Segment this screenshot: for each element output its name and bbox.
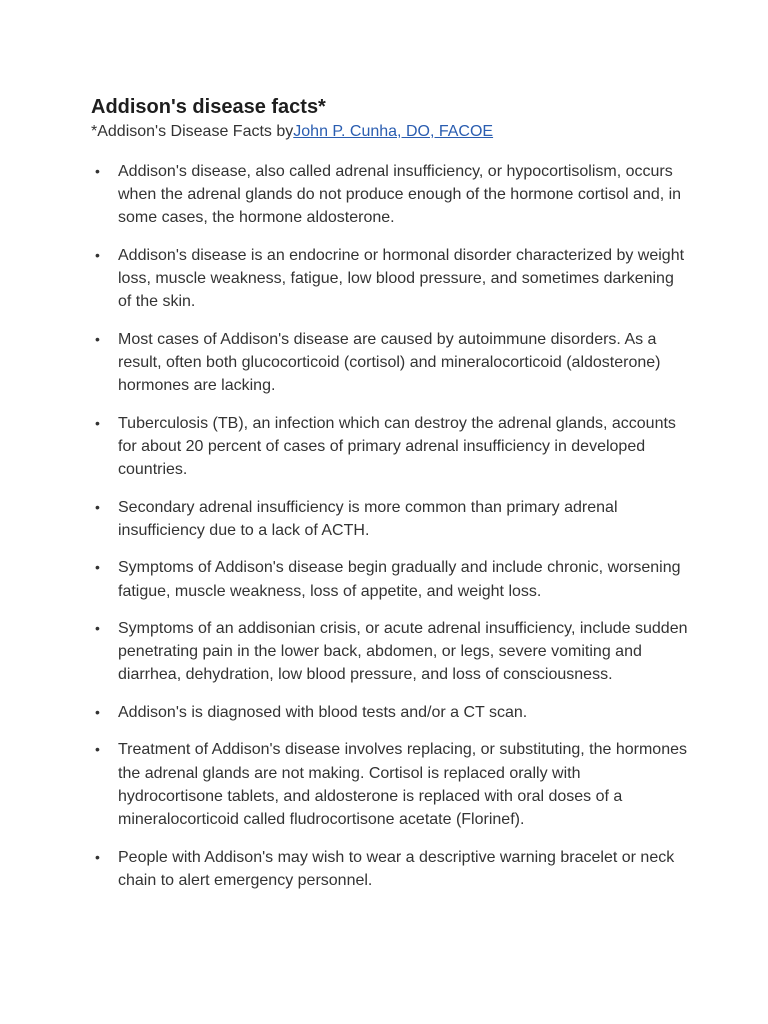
list-item [0, 496, 688, 542]
list-item [0, 701, 688, 724]
bullet-icon: • [95, 330, 100, 347]
list-item [0, 244, 688, 314]
bullet-icon: • [95, 246, 100, 263]
bullet-icon: • [95, 848, 100, 865]
fact-text: Most cases of Addison's disease are caused by autoimmune disorders. As a result, often both glucocorticoid (cortisol) and mineralocorticoid (aldosterone) hormones are lacking. [118, 330, 661, 395]
bullet-icon: • [95, 703, 100, 720]
list-item [0, 412, 688, 482]
bullet-icon: • [95, 620, 100, 637]
page-title: Addison's disease facts* [91, 96, 326, 118]
fact-text: Addison's disease, also called adrenal insufficiency, or hypocortisolism, occurs when the adrenal glands do not produce enough of the hormone cortisol and, in some cases, the hormone aldosterone. [118, 163, 682, 227]
list-item [0, 328, 688, 398]
fact-text: Secondary adrenal insufficiency is more common than primary adrenal insufficiency due to a lack of ACTH. [118, 498, 618, 539]
author-link[interactable]: John P. Cunha, DO, FACOE [293, 123, 494, 140]
list-item [0, 738, 688, 831]
fact-text: Symptoms of an addisonian crisis, or acute adrenal insufficiency, include sudden penetrating pain in the lower back, abdomen, or legs, severe vomiting and diarrhea, dehydration, low blood pressure, and loss of consciousness. [118, 620, 688, 684]
fact-text: Addison's is diagnosed with blood tests and/or a CT scan. [118, 703, 528, 721]
list-item [0, 617, 688, 687]
bullet-icon: • [95, 559, 100, 576]
fact-text: Tuberculosis (TB), an infection which can destroy the adrenal glands, accounts for about 20 percent of cases of primary adrenal insufficiency in developed countries. [118, 414, 676, 479]
fact-text: Symptoms of Addison's disease begin gradually and include chronic, worsening fatigue, muscle weakness, loss of appetite, and weight loss. [118, 559, 681, 600]
byline [91, 121, 493, 143]
fact-text: People with Addison's may wish to wear a descriptive warning bracelet or neck chain to alert emergency personnel. [118, 848, 675, 889]
facts-list [0, 160, 768, 906]
fact-text: Addison's disease is an endocrine or hormonal disorder characterized by weight loss, muscle weakness, fatigue, low blood pressure, and sometimes darkening of the skin. [118, 246, 685, 311]
byline-prefix: *Addison's Disease Facts by [91, 123, 294, 140]
bullet-icon: • [95, 414, 100, 431]
fact-text: Treatment of Addison's disease involves replacing, or substituting, the hormones the adrenal glands are not making. Cortisol is replaced orally with hydrocortisone tablets, and aldosterone is replaced with oral doses of a mineralocorticoid called fludrocortisone acetate (Florinef). [118, 741, 687, 829]
bullet-icon: • [95, 498, 100, 515]
bullet-icon: • [95, 163, 100, 179]
list-item [0, 556, 688, 602]
bullet-icon: • [95, 741, 100, 758]
list-item [0, 846, 688, 892]
list-item [0, 160, 688, 230]
